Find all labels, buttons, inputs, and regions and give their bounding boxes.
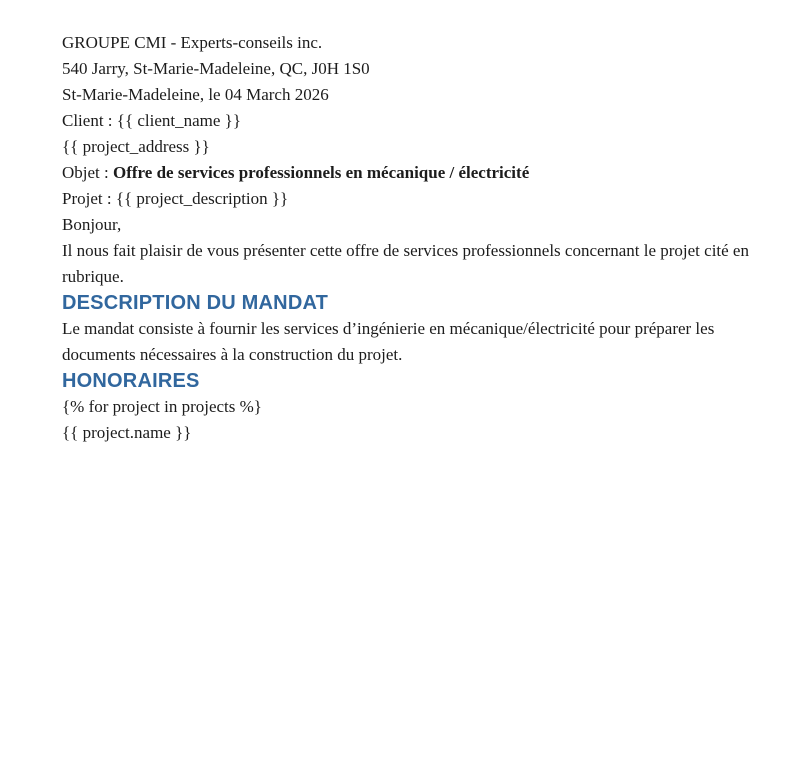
- projet-line: [62, 186, 760, 212]
- intro-paragraph: Il nous fait plaisir de vous présenter cette offre de services professionnels concernant le projet cité en rubrique.: [62, 241, 749, 286]
- client-label: Client :: [62, 111, 117, 130]
- client-line: [62, 108, 760, 134]
- section-body-description-du-mandat: Le mandat consiste à fournir les services d’ingénierie en mécanique/électricité pour préparer les documents nécessaires à la construction du projet.: [62, 319, 715, 364]
- objet-line: [62, 160, 760, 186]
- project-description-placeholder: {{ project_description }}: [115, 189, 289, 208]
- greeting: Bonjour,: [62, 215, 122, 234]
- date-line: St-Marie-Madeleine, le 04 March 2026: [62, 85, 329, 104]
- section-heading-honoraires: HONORAIRES: [62, 370, 200, 392]
- sender-company-name: GROUPE CMI - Experts-conseils inc.: [62, 33, 323, 52]
- template-for-loop-line: {% for project in projects %}: [62, 397, 262, 416]
- client-name-placeholder: {{ client_name }}: [116, 111, 241, 130]
- objet-value: Offre de services professionnels en mécanique / électricité: [113, 163, 530, 182]
- section-heading-description-du-mandat: DESCRIPTION DU MANDAT: [62, 292, 329, 314]
- project-address-placeholder: {{ project_address }}: [62, 137, 210, 156]
- sender-company-address: 540 Jarry, St-Marie-Madeleine, QC, J0H 1S0: [62, 59, 370, 78]
- projet-label: Projet :: [62, 189, 116, 208]
- objet-label: Objet :: [62, 163, 113, 182]
- project-name-placeholder: {{ project.name }}: [62, 423, 192, 442]
